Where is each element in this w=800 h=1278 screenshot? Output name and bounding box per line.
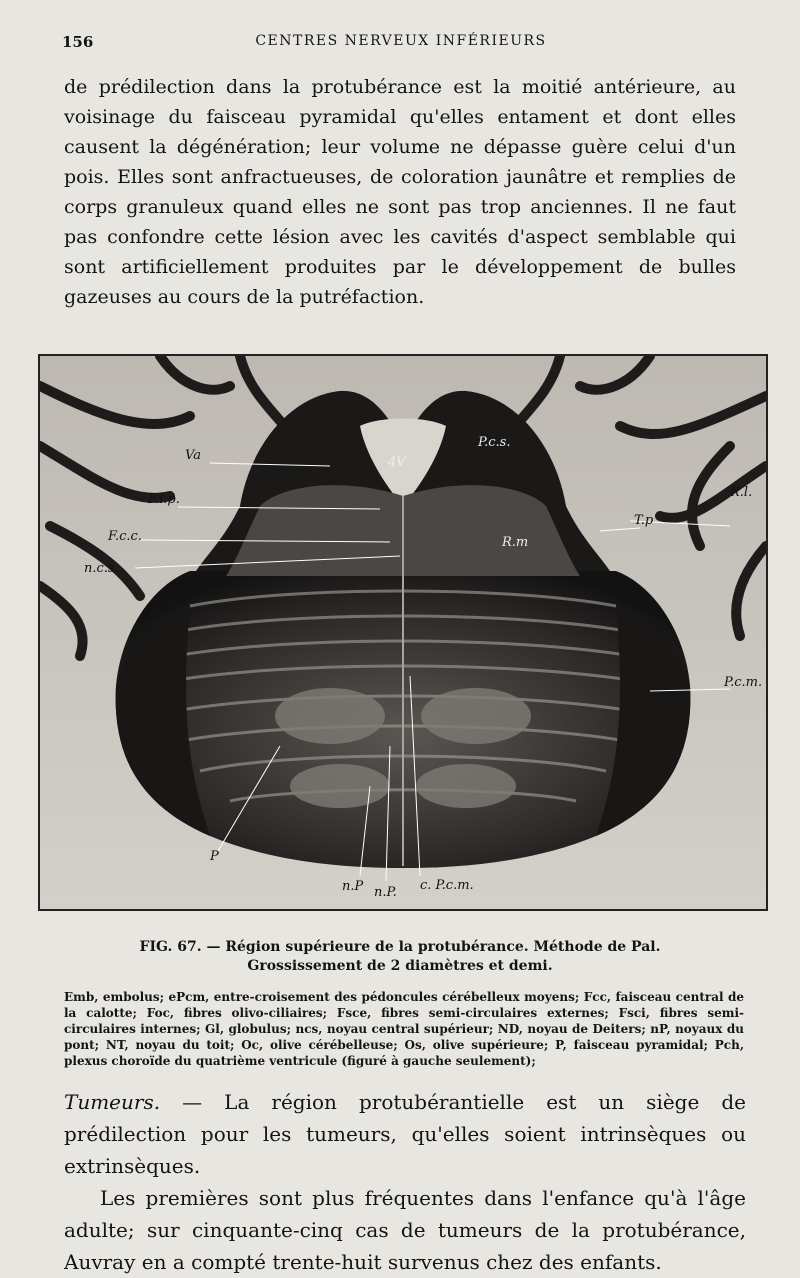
label-va: Va (185, 448, 201, 463)
label-fcc: F.c.c. (108, 529, 142, 544)
tumeurs-paragraph-2: Les premières sont plus fréquentes dans l'enfance qu'à l'âge adulte; sur cinquante-cinq cas de tumeurs de la protubérance, Auvray en a compté trente-huit survenus chez des enfants. (64, 1186, 746, 1274)
page-number: 156 (62, 33, 94, 51)
tumeurs-first-text: — La région protubérantielle est un siège de prédilection pour les tumeurs, qu'elles soient intrinsèques ou extrinsèques. (64, 1090, 746, 1178)
label-tp: T.p (634, 513, 654, 528)
figure-legend: Emb, embolus; ePcm, entre-croisement des pédoncules cérébelleux moyens; Fcc, faisceau central de la calotte; Foc, fibres olivo-ciliaires; Fsce, fibres semi-circulaires externes; Fsci, fibres semi-circulaires internes; Gl, globulus; ncs, noyau central supérieur; ND, noyau de Deiters; nP, noyaux du pont; NT, noyau du toit; Oc, olive cérébelleuse; Os, olive supérieure; P, faisceau pyramidal; Pch, plexus choroïde du quatrième ventricule (figuré à gauche seulement); (64, 990, 744, 1068)
label-rm: R.m (502, 535, 529, 550)
running-title: CENTRES NERVEUX INFÉRIEURS (255, 33, 547, 49)
caption-line-1: FIG. 67. — Région supérieure de la protubérance. Méthode de Pal. (139, 939, 661, 955)
tumeurs-paragraph-1 (64, 1086, 746, 1182)
label-flp: F.l.p. (148, 492, 180, 507)
label-np-1: n.P (342, 879, 364, 894)
pons-section-drawing (40, 356, 766, 909)
figure-67-illustration (38, 354, 768, 911)
tumeurs-section (64, 1086, 746, 1278)
label-cpcm: c. P.c.m. (420, 878, 474, 893)
figure-caption (70, 938, 730, 976)
caption-line-2: Grossissement de 2 diamètres et demi. (247, 958, 553, 974)
page-header (62, 33, 740, 55)
intro-paragraph: de prédilection dans la protubérance est la moitié antérieure, au voisinage du faisceau pyramidal qu'elles entament et dont elles causent la dégénération; leur volume ne dépasse guère celui d'un pois. Elles sont anfractueuses, de coloration jaunâtre et remplies de corps granuleux quand elles ne sont pas trop anciennes. Il ne faut pas confondre cette lésion avec les cavités d'aspect semblable qui sont artificiellement produites par le développement de bulles gazeuses au cours de la putréfaction. (64, 76, 736, 308)
label-pcs: P.c.s. (478, 435, 511, 450)
label-4v: 4V (388, 455, 406, 470)
label-ncs: n.c.s. (84, 561, 119, 576)
label-rl: R.l. (730, 485, 753, 500)
tumeurs-heading: Tumeurs. (64, 1090, 161, 1114)
label-pcm: P.c.m. (724, 675, 763, 690)
label-np-2: n.P. (374, 885, 397, 900)
label-p: P (210, 849, 219, 864)
